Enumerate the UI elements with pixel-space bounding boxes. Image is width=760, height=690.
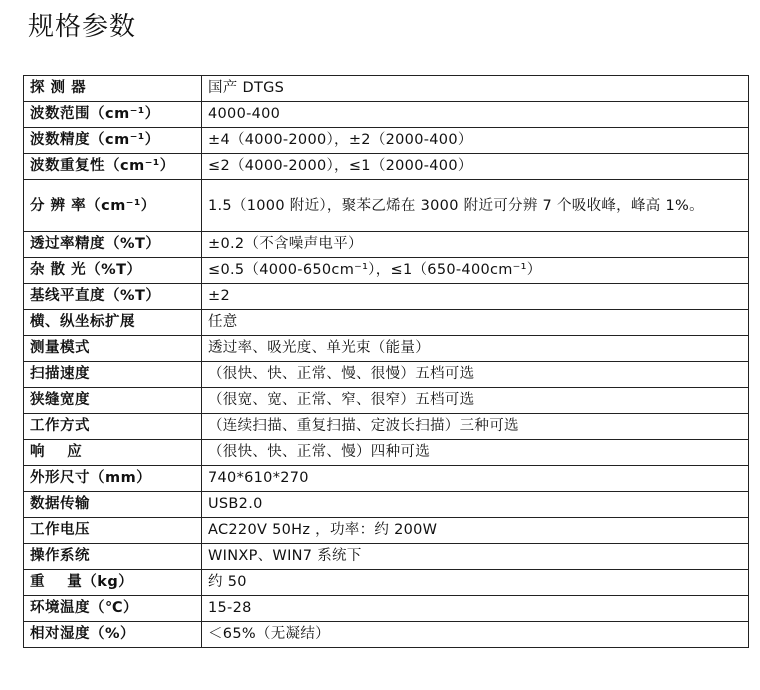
spec-value: 国产 DTGS [202, 76, 749, 102]
spec-value: 4000-400 [202, 102, 749, 128]
table-row [24, 518, 749, 544]
spec-label: 数据传输 [24, 492, 202, 518]
table-row [24, 362, 749, 388]
table-row [24, 414, 749, 440]
spec-label: 横、纵坐标扩展 [24, 310, 202, 336]
spec-value: USB2.0 [202, 492, 749, 518]
spec-value: ≤2（4000-2000），≤1（2000-400） [202, 154, 749, 180]
spec-label: 环境温度（℃） [24, 596, 202, 622]
spec-label: 狭缝宽度 [24, 388, 202, 414]
spec-label: 重 量（kg） [24, 570, 202, 596]
table-row [24, 284, 749, 310]
table-row [24, 440, 749, 466]
spec-label: 扫描速度 [24, 362, 202, 388]
spec-value: WINXP、WIN7 系统下 [202, 544, 749, 570]
spec-label: 探 测 器 [24, 76, 202, 102]
spec-value: 15-28 [202, 596, 749, 622]
spec-label: 工作方式 [24, 414, 202, 440]
spec-value: ±0.2（不含噪声电平） [202, 232, 749, 258]
spec-value: 1.5（1000 附近），聚苯乙烯在 3000 附近可分辨 7 个吸收峰，峰高 1%。 [202, 180, 749, 232]
spec-label: 波数精度（cm⁻¹） [24, 128, 202, 154]
table-row [24, 336, 749, 362]
spec-value: ±4（4000-2000），±2（2000-400） [202, 128, 749, 154]
table-row [24, 102, 749, 128]
spec-value: （连续扫描、重复扫描、定波长扫描）三种可选 [202, 414, 749, 440]
table-row [24, 180, 749, 232]
table-row [24, 310, 749, 336]
page-title: 规格参数 [28, 12, 137, 42]
spec-label: 响 应 [24, 440, 202, 466]
spec-label: 测量模式 [24, 336, 202, 362]
spec-label: 分 辨 率（cm⁻¹） [24, 180, 202, 232]
spec-label: 杂 散 光（%T） [24, 258, 202, 284]
spec-value: ＜65%（无凝结） [202, 622, 749, 648]
table-row [24, 466, 749, 492]
table-row [24, 76, 749, 102]
table-row [24, 596, 749, 622]
spec-value: 透过率、吸光度、单光束（能量） [202, 336, 749, 362]
spec-label: 波数重复性（cm⁻¹） [24, 154, 202, 180]
table-row [24, 570, 749, 596]
table-row [24, 154, 749, 180]
spec-value: ≤0.5（4000-650cm⁻¹），≤1（650-400cm⁻¹） [202, 258, 749, 284]
spec-label: 操作系统 [24, 544, 202, 570]
spec-value: AC220V 50Hz ，功率：约 200W [202, 518, 749, 544]
spec-label: 工作电压 [24, 518, 202, 544]
table-row [24, 258, 749, 284]
spec-value: ±2 [202, 284, 749, 310]
spec-table [23, 75, 749, 648]
table-row [24, 388, 749, 414]
spec-value: （很快、快、正常、慢）四种可选 [202, 440, 749, 466]
spec-label: 波数范围（cm⁻¹） [24, 102, 202, 128]
table-row [24, 128, 749, 154]
table-row [24, 622, 749, 648]
spec-value: （很快、快、正常、慢、很慢）五档可选 [202, 362, 749, 388]
table-row [24, 544, 749, 570]
spec-label: 相对湿度（%） [24, 622, 202, 648]
spec-label: 外形尺寸（mm） [24, 466, 202, 492]
table-row [24, 232, 749, 258]
spec-value: 约 50 [202, 570, 749, 596]
spec-value: 任意 [202, 310, 749, 336]
spec-label: 透过率精度（%T） [24, 232, 202, 258]
table-row [24, 492, 749, 518]
spec-value: 740*610*270 [202, 466, 749, 492]
spec-label: 基线平直度（%T） [24, 284, 202, 310]
spec-value: （很宽、宽、正常、窄、很窄）五档可选 [202, 388, 749, 414]
